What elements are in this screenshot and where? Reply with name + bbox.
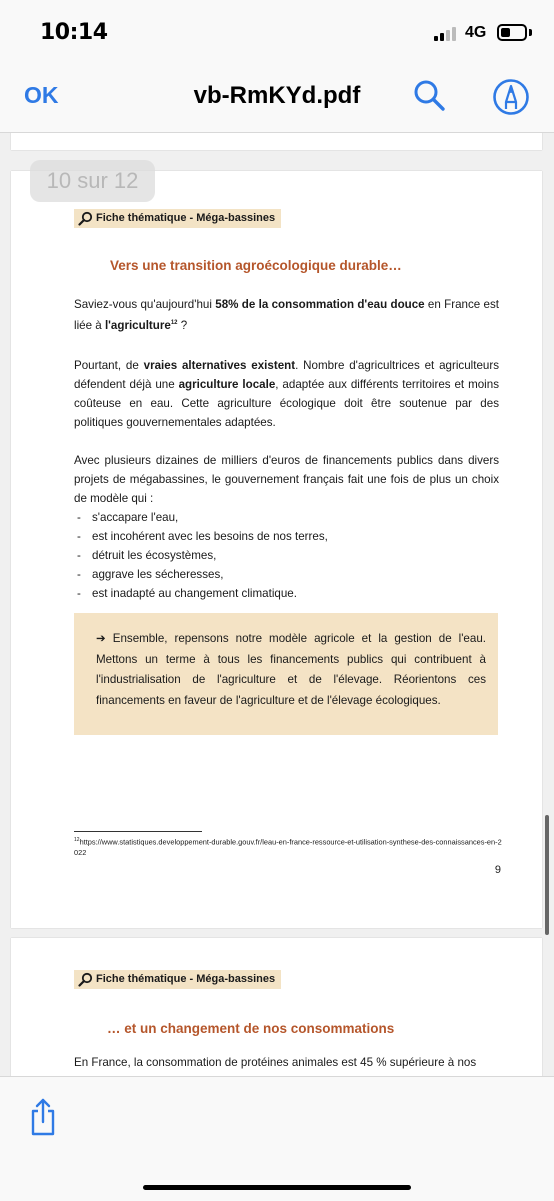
list-item: - aggrave les sécheresses,: [74, 565, 499, 584]
thematic-tag: [74, 209, 281, 228]
list-item: - est inadapté au changement climatique.: [74, 584, 499, 603]
tag-label: Fiche thématique - Méga-bassines: [96, 212, 276, 224]
list-item: - s'accapare l'eau,: [74, 508, 499, 527]
list-item: - est incohérent avec les besoins de nos terres,: [74, 527, 499, 546]
share-icon: [28, 1097, 58, 1137]
home-indicator: [143, 1185, 411, 1190]
scrollbar[interactable]: [545, 815, 549, 935]
callout-box: [74, 613, 498, 735]
done-button[interactable]: OK: [24, 82, 59, 108]
battery-icon: [497, 24, 527, 41]
bullet-list: [74, 508, 499, 603]
paragraph-2: Pourtant, de vraies alternatives existent. Nombre d'agricultrices et agriculteurs défendent déjà une agriculture locale, adaptée aux différents territoires et moins coûteuse en eau. Cette agriculture écologique doit être soutenue par des politiques gouvernementales adaptées.: [74, 359, 500, 429]
cellular-signal-icon: [434, 27, 456, 41]
markup-pen-icon: [492, 78, 530, 116]
status-bar: [0, 0, 554, 62]
nav-bar: [0, 62, 554, 133]
footnote-link[interactable]: https://www.statistiques.developpement-durable.gouv.fr/leau-en-france-ressource-et-utilisation-synthese-des-connaissances-en-2022: [74, 837, 502, 857]
search-button[interactable]: [412, 78, 448, 114]
section-heading: … et un changement de nos consommations: [107, 1021, 395, 1036]
footnote-divider: [74, 831, 202, 832]
pdf-page-next: [11, 938, 542, 1076]
tag-label: Fiche thématique - Méga-bassines: [96, 973, 276, 985]
bottom-toolbar: [0, 1076, 554, 1201]
list-item: - détruit les écosystèmes,: [74, 546, 499, 565]
network-type: 4G: [465, 24, 487, 41]
paragraph-3: Avec plusieurs dizaines de milliers d'euros de financements publics dans divers projets de mégabassines, le gouvernement français fait une fois de plus un choix de modèle qui :: [74, 454, 499, 505]
search-icon: [412, 78, 448, 114]
callout-text: ➔ Ensemble, repensons notre modèle agricole et la gestion de l'eau. Mettons un terme à tous les financements publics qui contribuent à l'industrialisation de l'agriculture et de l'élevage. Réorientons ces financements en faveur de l'agriculture et de l'élevage écologiques.: [96, 632, 486, 707]
markup-button[interactable]: [492, 78, 530, 116]
share-button[interactable]: [28, 1097, 58, 1137]
footnote: $^{12}$https://www.statistiques.developpement-durable.gouv.fr/leau-en-france-ressource-et-utilisation-synthese-des-connaissances-en-2022: [74, 837, 502, 857]
page-number: 9: [494, 864, 501, 876]
magnifier-icon: [78, 972, 93, 987]
thematic-tag: [74, 970, 281, 989]
pdf-page-current: [11, 171, 542, 928]
pdf-page-previous: [11, 133, 542, 150]
section-heading: Vers une transition agroécologique durable…: [110, 258, 402, 273]
document-viewer[interactable]: [0, 133, 554, 1076]
battery-cap: [529, 29, 532, 36]
clock: 10:14: [40, 20, 108, 45]
document-title: vb-RmKYd.pdf: [193, 82, 361, 109]
paragraph-1: En France, la consommation de protéines animales est 45 % supérieure à nos: [74, 1056, 477, 1069]
page-counter: 10 sur 12: [30, 160, 155, 202]
paragraph-1: Saviez-vous qu'aujourd'hui 58% de la consommation d'eau douce en France est liée à l'agriculture$^{12}$ ?: [74, 298, 500, 332]
magnifier-icon: [78, 211, 93, 226]
